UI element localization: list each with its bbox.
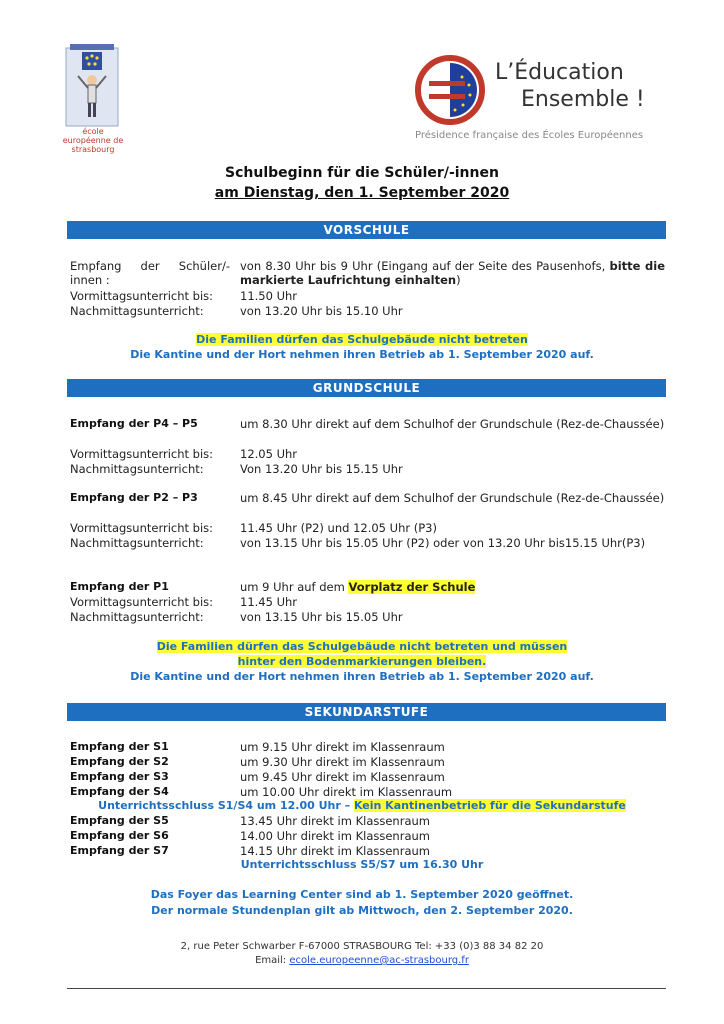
p45-vm-label: Vormittagsunterricht bis: bbox=[70, 447, 214, 461]
s4-value: um 10.00 Uhr direkt im Klassenraum bbox=[240, 785, 453, 799]
p45-value: um 8.30 Uhr direkt auf dem Schulhof der Grundschule (Rez-de-Chaussée) bbox=[240, 417, 665, 431]
section-bar-vorschule: VORSCHULE bbox=[67, 221, 666, 239]
p23-vm-value: 11.45 Uhr (P2) und 12.05 Uhr (P3) bbox=[240, 521, 437, 535]
s3-label: Empfang der S3 bbox=[70, 770, 169, 783]
grundschule-notice-hl2: hinter den Bodenmarkierungen bleiben. bbox=[237, 655, 487, 668]
brand-line2: Ensemble ! bbox=[521, 87, 645, 112]
p45-nm-value: Von 13.20 Uhr bis 15.15 Uhr bbox=[240, 462, 403, 476]
vorschule-value-nm: von 13.20 Uhr bis 15.10 Uhr bbox=[240, 304, 403, 318]
p1-label: Empfang der P1 bbox=[70, 580, 169, 593]
p45-nm-label: Nachmittagsunterricht: bbox=[70, 462, 204, 476]
s4-label: Empfang der S4 bbox=[70, 785, 169, 798]
vorschule-notice-1 bbox=[0, 333, 724, 347]
s1s4-end bbox=[0, 799, 724, 813]
grundschule-notice-1 bbox=[0, 640, 724, 654]
education-ensemble-logo bbox=[415, 55, 485, 125]
s1-label: Empfang der S1 bbox=[70, 740, 169, 753]
section-bar-sekundarstufe: SEKUNDARSTUFE bbox=[67, 703, 666, 721]
s6-label: Empfang der S6 bbox=[70, 829, 169, 842]
vorschule-value-empfang bbox=[240, 259, 665, 287]
p23-value: um 8.45 Uhr direkt auf dem Schulhof der Grundschule (Rez-de-Chaussée) bbox=[240, 491, 665, 505]
vorschule-label-nm: Nachmittagsunterricht: bbox=[70, 304, 204, 318]
vorschule-value-empfang-bold: bitte die markierte Laufrichtung einhalten bbox=[240, 259, 665, 287]
footer-email-line bbox=[0, 955, 724, 966]
grundschule-notice-hl1: Die Familien dürfen das Schulgebäude nicht betreten und müssen bbox=[156, 640, 568, 653]
section-bar-grundschule: GRUNDSCHULE bbox=[67, 379, 666, 397]
school-logo bbox=[60, 40, 124, 132]
footer-email-link[interactable]: ecole.europeenne@ac-strasbourg.fr bbox=[289, 955, 469, 966]
vorschule-notice-2: Die Kantine und der Hort nehmen ihren Betrieb ab 1. September 2020 auf. bbox=[130, 348, 594, 361]
vorschule-value-empfang-pre: von 8.30 Uhr bis 9 Uhr (Eingang auf der Seite des Pausenhofs, bbox=[240, 259, 610, 273]
page-subtitle-text: am Dienstag, den 1. September 2020 bbox=[214, 185, 510, 201]
p45-label: Empfang der P4 – P5 bbox=[70, 417, 198, 430]
s7-value: 14.15 Uhr direkt im Klassenraum bbox=[240, 844, 430, 858]
s5-value: 13.45 Uhr direkt im Klassenraum bbox=[240, 814, 430, 828]
p1-vm-label: Vormittagsunterricht bis: bbox=[70, 595, 214, 609]
s6-value: 14.00 Uhr direkt im Klassenraum bbox=[240, 829, 430, 843]
vorschule-label-empfang: Empfang der Schüler/-innen : bbox=[70, 259, 230, 287]
vorschule-value-empfang-post: ) bbox=[456, 273, 461, 287]
p23-label: Empfang der P2 – P3 bbox=[70, 491, 198, 504]
s1-value: um 9.15 Uhr direkt im Klassenraum bbox=[240, 740, 445, 754]
school-logo-text: école européenne de strasbourg bbox=[62, 127, 124, 154]
s5s7-end: Unterrichtsschluss S5/S7 um 16.30 Uhr bbox=[240, 858, 484, 871]
p23-nm-value: von 13.15 Uhr bis 15.05 Uhr (P2) oder von 13.20 Uhr bis15.15 Uhr(P3) bbox=[240, 536, 646, 550]
brand-subtitle: Présidence française des Écoles Européennes bbox=[415, 130, 644, 141]
p23-vm-label: Vormittagsunterricht bis: bbox=[70, 521, 214, 535]
s7-label: Empfang der S7 bbox=[70, 844, 169, 857]
p1-value-highlight: Vorplatz der Schule bbox=[348, 580, 476, 594]
p1-nm-label: Nachmittagsunterricht: bbox=[70, 610, 204, 624]
s3-value: um 9.45 Uhr direkt im Klassenraum bbox=[240, 770, 445, 784]
grundschule-notice-3: Die Kantine und der Hort nehmen ihren Betrieb ab 1. September 2020 auf. bbox=[130, 670, 594, 683]
grundschule-notice-2 bbox=[0, 655, 724, 669]
page-title: Schulbeginn für die Schüler/-innen bbox=[225, 165, 499, 181]
closing-line1: Das Foyer das Learning Center sind ab 1. September 2020 geöffnet. bbox=[150, 888, 574, 901]
footer-address: 2, rue Peter Schwarber F-67000 STRASBOURG Tel: +33 (0)3 88 34 82 20 bbox=[180, 941, 544, 952]
vorschule-value-vm: 11.50 Uhr bbox=[240, 289, 298, 303]
page-subtitle bbox=[0, 185, 724, 201]
footer-email-label: Email: bbox=[255, 955, 290, 966]
closing-line2: Der normale Stundenplan gilt ab Mittwoch, den 2. September 2020. bbox=[151, 904, 573, 917]
s5-label: Empfang der S5 bbox=[70, 814, 169, 827]
p23-nm-label: Nachmittagsunterricht: bbox=[70, 536, 204, 550]
s2-label: Empfang der S2 bbox=[70, 755, 169, 768]
p1-value bbox=[240, 580, 665, 594]
footer-divider bbox=[67, 988, 666, 989]
p1-nm-value: von 13.15 Uhr bis 15.05 Uhr bbox=[240, 610, 403, 624]
vorschule-label-vm: Vormittagsunterricht bis: bbox=[70, 289, 214, 303]
s2-value: um 9.30 Uhr direkt im Klassenraum bbox=[240, 755, 445, 769]
s1s4-end-text: Unterrichtsschluss S1/S4 um 12.00 Uhr – bbox=[98, 799, 354, 812]
p45-vm-value: 12.05 Uhr bbox=[240, 447, 298, 461]
p1-value-pre: um 9 Uhr auf dem bbox=[240, 580, 349, 594]
s1s4-end-highlight: Kein Kantinenbetrieb für die Sekundarstufe bbox=[353, 799, 626, 812]
brand-line1: L’Éducation bbox=[495, 60, 624, 85]
vorschule-notice-hl: Die Familien dürfen das Schulgebäude nicht betreten bbox=[196, 333, 528, 346]
p1-vm-value: 11.45 Uhr bbox=[240, 595, 298, 609]
